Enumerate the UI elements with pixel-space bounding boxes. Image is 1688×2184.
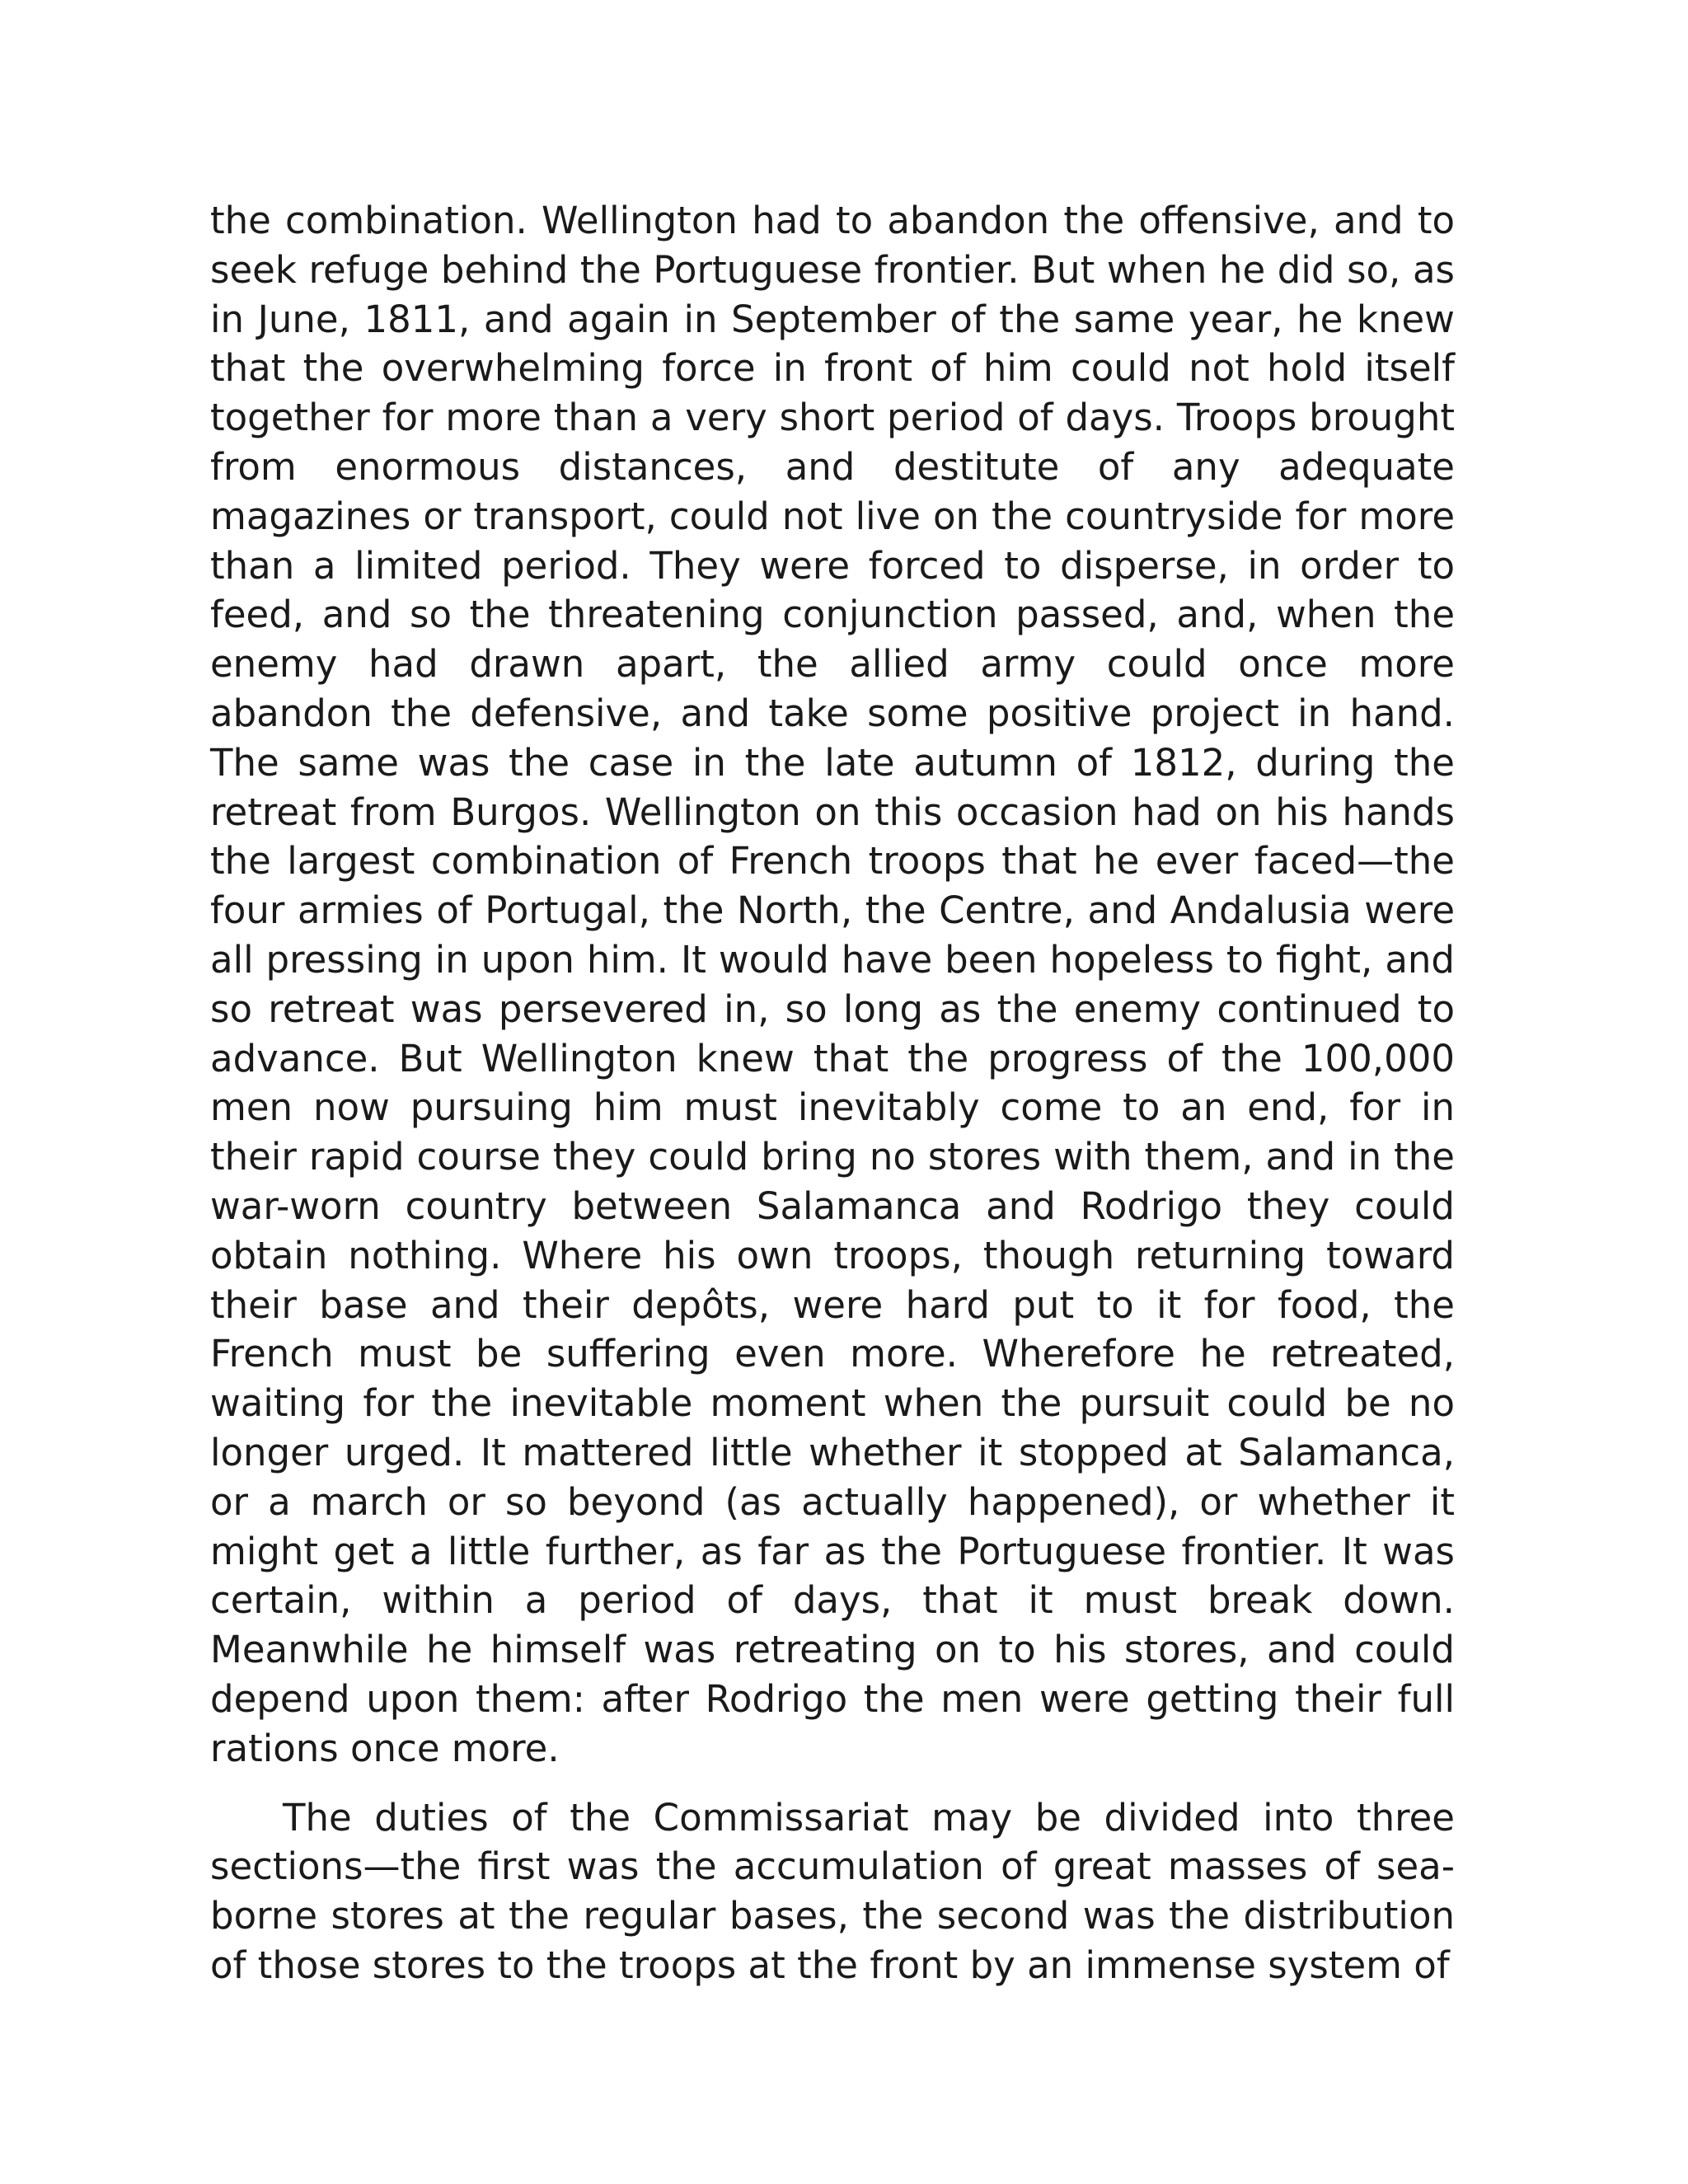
body-text bbox=[210, 196, 1455, 1990]
paragraph-continued: the combination. Wellington had to abandon the offensive, and to seek refuge behind the Portuguese frontier. But when he did so, as in June, 1811, and again in September of the same year, he knew that the overwhelming force in front of him could not hold itself together for more than a very short period of days. Troops brought from enormous distances, and destitute of any adequate magazines or transport, could not live on the countryside for more than a limited period. They were forced to disperse, in order to feed, and so the threatening conjunction passed, and, when the enemy had drawn apart, the allied army could once more abandon the defensive, and take some positive project in hand. The same was the case in the late autumn of 1812, during the retreat from Burgos. Wellington on this occasion had on his hands the largest combination of French troops that he ever faced—the four armies of Portugal, the North, the Centre, and Andalusia were all pressing in upon him. It would have been hopeless to fight, and so retreat was persevered in, so long as the enemy continued to advance. But Wellington knew that the progress of the 100,000 men now pursuing him must inevitably come to an end, for in their rapid course they could bring no stores with them, and in the war-worn country between Salamanca and Rodrigo they could obtain nothing. Where his own troops, though returning toward their base and their depôts, were hard put to it for food, the French must be suffering even more. Wherefore he retreated, waiting for the inevitable moment when the pursuit could be no longer urged. It mattered little whether it stopped at Salamanca, or a march or so beyond (as actually happened), or whether it might get a little further, as far as the Portuguese frontier. It was certain, within a period of days, that it must break down. Meanwhile he himself was retreating on to his stores, and could depend upon them: after Rodrigo the men were getting their full rations once more. bbox=[210, 199, 1455, 1770]
paragraph-commissariat-duties: The duties of the Commissariat may be divided into three sections—the first was the accumulation of great masses of sea-borne stores at the regular bases, the second was the distribution of those stores to the troops at the front by an immense system of bbox=[210, 1795, 1455, 1987]
